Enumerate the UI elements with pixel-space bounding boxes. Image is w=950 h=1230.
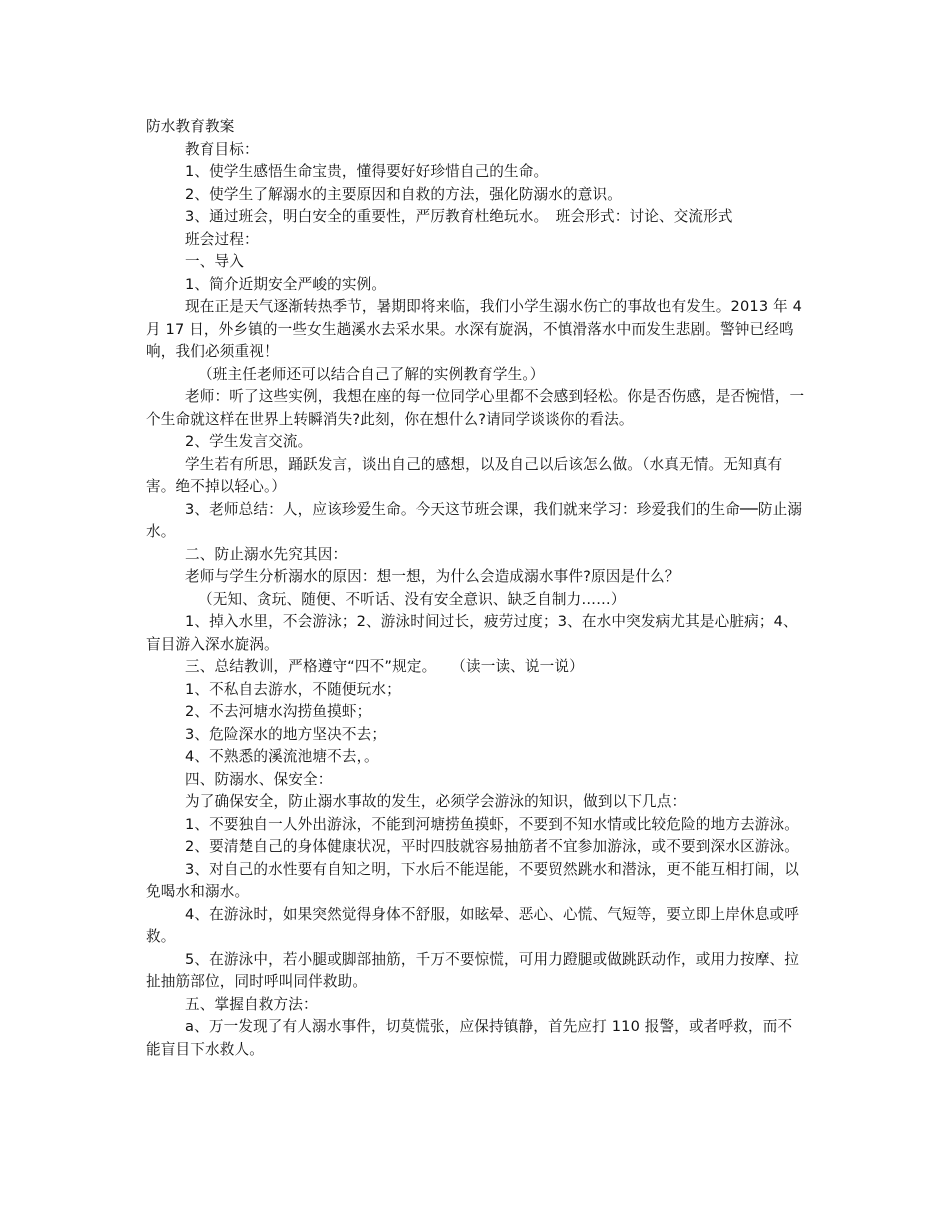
section-heading-self-rescue: 五、掌握自救方法：	[185, 995, 318, 1013]
safety-item-4: 4、在游泳时，如果突然觉得身体不舒服，如眩晕、恶心、心慌、气短等，要立即上岸休息或呼救。	[146, 905, 799, 945]
student-paragraph: 学生若有所思，踊跃发言，谈出自己的感想，以及自己以后该怎么做。（水真无情。无知真有害。绝不掉以轻心。）	[146, 455, 783, 495]
intro-paragraph-case: 现在正是天气逐渐转热季节，暑期即将来临，我们小学生溺水伤亡的事故也有发生。2013 年 4 月 17 日，外乡镇的一些女生趟溪水去采水果。水深有旋涡，不慎滑落水中而发生悲剧。警钟已经鸣响，我们必须重视！	[146, 298, 803, 360]
safety-item-1: 1、不要独自一人外出游泳，不能到河塘捞鱼摸虾，不要到不知水情或比较危险的地方去游泳。	[185, 815, 799, 833]
goal-item-3: 3、通过班会，明白安全的重要性，严厉教育杜绝玩水。 班会形式：讨论、交流形式	[185, 208, 733, 225]
intro-item-2: 2、学生发言交流。	[185, 433, 313, 450]
rule-item-4: 4、不熟悉的溪流池塘不去，。	[185, 748, 379, 765]
goal-item-2: 2、使学生了解溺水的主要原因和自救的方法，强化防溺水的意识。	[185, 185, 623, 203]
section-heading-intro: 一、导入	[185, 253, 244, 270]
causes-paragraph: 老师与学生分析溺水的原因：想一想，为什么会造成溺水事件?原因是什么？	[185, 568, 680, 585]
section-heading-causes: 二、防止溺水先究其因：	[185, 545, 348, 563]
section-heading-safety: 四、防溺水、保安全：	[185, 770, 333, 788]
safety-item-5: 5、在游泳中，若小腿或脚部抽筋，千万不要惊慌，可用力蹬腿或做跳跃动作，或用力按摩、拉扯抽筋部位，同时呼叫同伴救助。	[146, 950, 799, 990]
intro-item-3: 3、老师总结：人，应该珍爱生命。今天这节班会课，我们就来学习：珍爱我们的生命──防止溺水。	[146, 500, 803, 540]
causes-list: 1、掉入水里，不会游泳；2、游泳时间过长，疲劳过度；3、在水中突发病尤其是心脏病；4、盲目游入深水旋涡。	[146, 613, 798, 653]
intro-note: （班主任老师还可以结合自己了解的实例教育学生。）	[198, 365, 545, 383]
goal-item-1: 1、使学生感悟生命宝贵，懂得要好好珍惜自己的生命。	[185, 163, 549, 180]
causes-note: （无知、贪玩、随便、不听话、没有安全意识、缺乏自制力……）	[198, 590, 626, 608]
section-heading-goals: 教育目标：	[185, 140, 259, 158]
rule-item-3: 3、危险深水的地方坚决不去；	[185, 725, 387, 743]
safety-item-3: 3、对自己的水性要有自知之明，下水后不能逞能，不要贸然跳水和潜泳，更不能互相打闹，以免喝水和溺水。	[146, 860, 799, 900]
rule-item-1: 1、不私自去游水，不随便玩水；	[185, 680, 401, 698]
rule-item-2: 2、不去河塘水沟捞鱼摸虾；	[185, 703, 372, 720]
document-title: 防水教育教案	[146, 118, 235, 135]
document-body	[146, 116, 806, 1061]
safety-intro: 为了确保安全，防止溺水事故的发生，必须学会游泳的知识，做到以下几点：	[185, 793, 687, 810]
safety-item-2: 2、要清楚自己的身体健康状况，平时四肢就容易抽筋者不宜参加游泳，或不要到深水区游泳。	[185, 838, 799, 855]
intro-item-1: 1、简介近期安全严峻的实例。	[185, 275, 387, 293]
teacher-paragraph: 老师：听了这些实例，我想在座的每一位同学心里都不会感到轻松。你是否伤感，是否惋惜，一个生命就这样在世界上转瞬消失?此刻，你在想什么?请同学谈谈你的看法。	[146, 388, 805, 428]
section-heading-rules: 三、总结教训，严格遵守“四不”规定。 （读一读、说一说）	[185, 658, 584, 675]
section-heading-process: 班会过程：	[185, 230, 259, 248]
self-rescue-item-a: a、万一发现了有人溺水事件，切莫慌张，应保持镇静，首先应打 110 报警，或者呼救，而不能盲目下水救人。	[146, 1018, 793, 1058]
